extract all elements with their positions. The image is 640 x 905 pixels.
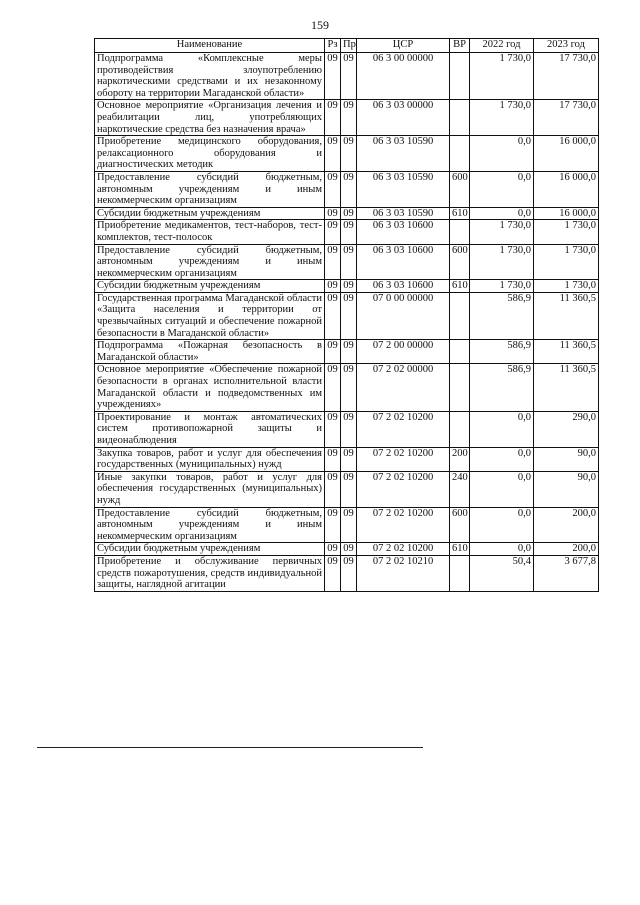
header-rz: Рз (325, 39, 341, 53)
row-csr: 07 2 02 10200 (357, 411, 450, 447)
table-row (95, 364, 599, 411)
row-csr: 07 2 02 10200 (357, 471, 450, 507)
row-amount-2023: 11 360,5 (534, 340, 599, 364)
row-amount-2022: 0,0 (470, 447, 534, 471)
row-rz: 09 (325, 207, 341, 220)
row-pr: 09 (341, 171, 357, 207)
row-csr: 07 2 02 10210 (357, 555, 450, 591)
row-vr (450, 136, 470, 172)
table-row (95, 292, 599, 339)
row-vr (450, 555, 470, 591)
header-2022: 2022 год (470, 39, 534, 53)
row-name: Подпрограмма «Пожарная безопасность в Магаданской области» (95, 340, 325, 364)
row-pr: 09 (341, 220, 357, 244)
row-name: Предоставление субсидий бюджетным, автономным учреждениям и иным некоммерческим организациям (95, 507, 325, 543)
row-csr: 06 3 03 10600 (357, 280, 450, 293)
table-header-row (95, 39, 599, 53)
row-amount-2022: 586,9 (470, 364, 534, 411)
row-vr: 600 (450, 171, 470, 207)
row-name: Проектирование и монтаж автоматических систем противопожарной защиты и видеонаблюдения (95, 411, 325, 447)
row-name: Приобретение медицинского оборудования, релаксационного оборудования и диагностических методик (95, 136, 325, 172)
row-csr: 06 3 03 10590 (357, 207, 450, 220)
header-2023: 2023 год (534, 39, 599, 53)
row-rz: 09 (325, 171, 341, 207)
row-amount-2023: 16 000,0 (534, 136, 599, 172)
row-rz: 09 (325, 340, 341, 364)
row-pr: 09 (341, 507, 357, 543)
row-name: Основное мероприятие «Обеспечение пожарной безопасности в органах исполнительной власти Магаданской области и подведомственных им учреждениях» (95, 364, 325, 411)
row-rz: 09 (325, 53, 341, 100)
row-amount-2023: 17 730,0 (534, 100, 599, 136)
row-pr: 09 (341, 411, 357, 447)
row-rz: 09 (325, 100, 341, 136)
row-name: Государственная программа Магаданской области «Защита населения и территории от чрезвычайных ситуаций и обеспечение пожарной безопасности в Магаданской области» (95, 292, 325, 339)
row-rz: 09 (325, 364, 341, 411)
row-rz: 09 (325, 447, 341, 471)
row-csr: 07 2 02 00000 (357, 364, 450, 411)
row-pr: 09 (341, 53, 357, 100)
table-row (95, 543, 599, 556)
table-row (95, 411, 599, 447)
row-amount-2023: 1 730,0 (534, 244, 599, 280)
row-name: Подпрограмма «Комплексные меры противодействия злоупотреблению наркотическими средствами и их незаконному обороту на территории Магаданской области» (95, 53, 325, 100)
row-amount-2022: 0,0 (470, 207, 534, 220)
row-name: Субсидии бюджетным учреждениям (95, 207, 325, 220)
row-vr: 610 (450, 543, 470, 556)
row-amount-2022: 0,0 (470, 171, 534, 207)
row-csr: 06 3 03 10600 (357, 220, 450, 244)
row-amount-2022: 1 730,0 (470, 53, 534, 100)
row-amount-2023: 200,0 (534, 543, 599, 556)
row-csr: 07 2 00 00000 (357, 340, 450, 364)
row-csr: 06 3 03 10590 (357, 136, 450, 172)
row-pr: 09 (341, 340, 357, 364)
row-rz: 09 (325, 280, 341, 293)
row-amount-2022: 1 730,0 (470, 220, 534, 244)
row-pr: 09 (341, 471, 357, 507)
row-pr: 09 (341, 543, 357, 556)
row-amount-2023: 1 730,0 (534, 220, 599, 244)
row-amount-2022: 0,0 (470, 507, 534, 543)
table-row (95, 555, 599, 591)
row-rz: 09 (325, 471, 341, 507)
row-csr: 07 2 02 10200 (357, 507, 450, 543)
row-vr (450, 364, 470, 411)
row-amount-2022: 1 730,0 (470, 100, 534, 136)
header-name: Наименование (95, 39, 325, 53)
page-number: 159 (311, 18, 329, 32)
row-rz: 09 (325, 411, 341, 447)
row-amount-2022: 0,0 (470, 543, 534, 556)
row-pr: 09 (341, 244, 357, 280)
row-pr: 09 (341, 136, 357, 172)
row-vr: 200 (450, 447, 470, 471)
footer-rule (37, 747, 423, 748)
row-csr: 07 0 00 00000 (357, 292, 450, 339)
row-amount-2022: 50,4 (470, 555, 534, 591)
budget-table (94, 38, 599, 592)
row-amount-2022: 1 730,0 (470, 280, 534, 293)
row-vr: 610 (450, 280, 470, 293)
row-vr: 600 (450, 507, 470, 543)
row-pr: 09 (341, 555, 357, 591)
row-amount-2023: 11 360,5 (534, 364, 599, 411)
row-amount-2023: 290,0 (534, 411, 599, 447)
row-vr: 600 (450, 244, 470, 280)
row-vr (450, 411, 470, 447)
row-pr: 09 (341, 364, 357, 411)
row-vr (450, 100, 470, 136)
row-name: Основное мероприятие «Организация лечения и реабилитации лиц, употребляющих наркотические средства без назначения врача» (95, 100, 325, 136)
row-rz: 09 (325, 220, 341, 244)
row-pr: 09 (341, 207, 357, 220)
row-pr: 09 (341, 447, 357, 471)
table-row (95, 340, 599, 364)
table-row (95, 53, 599, 100)
row-rz: 09 (325, 507, 341, 543)
table-row (95, 207, 599, 220)
row-csr: 06 3 00 00000 (357, 53, 450, 100)
table-row (95, 507, 599, 543)
header-pr: Пр (341, 39, 357, 53)
table-row (95, 447, 599, 471)
row-rz: 09 (325, 543, 341, 556)
row-amount-2023: 11 360,5 (534, 292, 599, 339)
table-row (95, 244, 599, 280)
row-name: Иные закупки товаров, работ и услуг для обеспечения государственных (муниципальных) нужд (95, 471, 325, 507)
row-amount-2023: 17 730,0 (534, 53, 599, 100)
row-vr (450, 53, 470, 100)
row-csr: 07 2 02 10200 (357, 543, 450, 556)
row-vr (450, 220, 470, 244)
row-vr (450, 292, 470, 339)
row-vr: 610 (450, 207, 470, 220)
row-vr (450, 340, 470, 364)
row-name: Субсидии бюджетным учреждениям (95, 543, 325, 556)
row-rz: 09 (325, 244, 341, 280)
row-rz: 09 (325, 555, 341, 591)
table-row (95, 220, 599, 244)
row-csr: 06 3 03 10590 (357, 171, 450, 207)
row-name: Субсидии бюджетным учреждениям (95, 280, 325, 293)
row-pr: 09 (341, 100, 357, 136)
row-name: Предоставление субсидий бюджетным, автономным учреждениям и иным некоммерческим организациям (95, 171, 325, 207)
row-amount-2023: 90,0 (534, 471, 599, 507)
row-pr: 09 (341, 280, 357, 293)
row-name: Приобретение и обслуживание первичных средств пожаротушения, средств индивидуальной защиты, наглядной агитации (95, 555, 325, 591)
row-amount-2022: 1 730,0 (470, 244, 534, 280)
table-body (95, 53, 599, 592)
row-csr: 06 3 03 10600 (357, 244, 450, 280)
header-vr: ВР (450, 39, 470, 53)
row-amount-2022: 0,0 (470, 136, 534, 172)
header-csr: ЦСР (357, 39, 450, 53)
row-amount-2022: 0,0 (470, 411, 534, 447)
row-amount-2023: 1 730,0 (534, 280, 599, 293)
row-name: Закупка товаров, работ и услуг для обеспечения государственных (муниципальных) нужд (95, 447, 325, 471)
row-csr: 07 2 02 10200 (357, 447, 450, 471)
row-amount-2023: 3 677,8 (534, 555, 599, 591)
row-name: Предоставление субсидий бюджетным, автономным учреждениям и иным некоммерческим организациям (95, 244, 325, 280)
table-row (95, 280, 599, 293)
row-amount-2022: 586,9 (470, 340, 534, 364)
row-name: Приобретение медикаментов, тест-наборов, тест-комплектов, тест-полосок (95, 220, 325, 244)
table-row (95, 171, 599, 207)
row-csr: 06 3 03 00000 (357, 100, 450, 136)
row-amount-2022: 586,9 (470, 292, 534, 339)
row-vr: 240 (450, 471, 470, 507)
row-amount-2023: 16 000,0 (534, 207, 599, 220)
row-amount-2023: 90,0 (534, 447, 599, 471)
row-amount-2023: 200,0 (534, 507, 599, 543)
table-row (95, 136, 599, 172)
row-amount-2023: 16 000,0 (534, 171, 599, 207)
row-pr: 09 (341, 292, 357, 339)
row-rz: 09 (325, 136, 341, 172)
row-rz: 09 (325, 292, 341, 339)
table-row (95, 100, 599, 136)
row-amount-2022: 0,0 (470, 471, 534, 507)
table-row (95, 471, 599, 507)
